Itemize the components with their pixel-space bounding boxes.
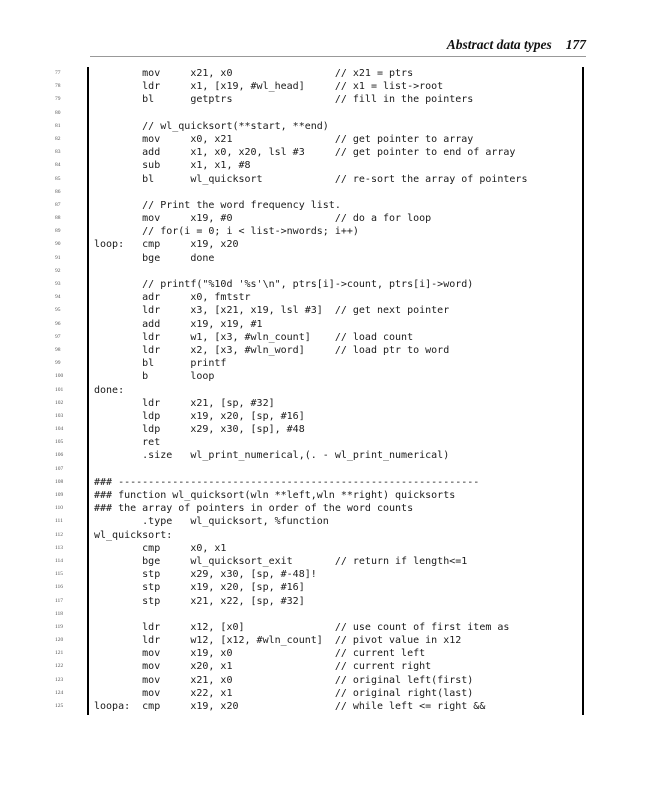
code-line [0,357,649,370]
line-number: 123 [55,676,64,683]
code-line [0,370,649,383]
code-text: // printf("%10d '%s'\n", ptrs[i]->count, ptrs[i]->word) [94,279,474,290]
code-line [0,173,649,186]
code-line [0,291,649,304]
line-number: 110 [55,505,64,512]
line-number: 87 [55,201,61,208]
line-number: 119 [55,623,64,630]
line-number: 106 [55,452,64,459]
code-line [0,212,649,225]
line-number: 79 [55,96,61,103]
line-number: 81 [55,122,61,129]
line-number: 112 [55,531,64,538]
line-number: 85 [55,175,61,182]
line-number: 78 [55,83,61,90]
code-text: ldr x21, [sp, #32] [94,397,275,409]
code-line [0,410,649,423]
code-line [0,318,649,331]
line-number: 125 [55,703,64,709]
line-number: 84 [55,162,61,169]
code-text: bl getptrs // fill in the pointers [94,94,474,106]
code-line [0,344,649,357]
line-number: 114 [55,557,64,564]
code-line [0,660,649,673]
code-line [0,238,649,251]
line-number: 111 [55,518,63,525]
line-number: 93 [55,281,61,287]
line-number: 105 [55,439,64,446]
code-text: ldp x19, x20, [sp, #16] [94,410,305,422]
running-head [90,37,586,55]
code-line [0,107,649,120]
code-line [0,634,649,647]
code-line [0,476,649,489]
line-number: 101 [55,386,64,393]
code-line [0,489,649,502]
line-number: 107 [55,465,64,472]
code-line [0,80,649,93]
code-line [0,555,649,568]
line-number: 77 [55,70,61,76]
code-line [0,608,649,621]
line-number: 124 [55,689,64,696]
code-line [0,423,649,436]
code-text: ldr x3, [x21, x19, lsl #3] // get next pointer [94,305,450,317]
code-text: wl_quicksort: [94,529,173,541]
code-line [0,687,649,700]
code-line [0,133,649,146]
code-text: stp x19, x20, [sp, #16] [94,582,305,594]
line-number: 97 [55,333,61,340]
line-number: 103 [55,412,64,419]
code-text: ### the array of pointers in order of the word counts [94,503,414,515]
code-line [0,331,649,344]
code-text: add x19, x19, #1 [94,318,263,330]
code-text: ldr x1, [x19, #wl_head] // x1 = list->root [94,81,444,93]
code-text: // for(i = 0; i < list->nwords; i++) [94,226,359,238]
line-number: 116 [55,584,64,591]
code-text: sub x1, x1, #8 [94,160,251,172]
line-number: 118 [55,610,64,617]
code-line [0,384,649,397]
line-number: 121 [55,650,64,657]
line-number: 108 [55,478,64,485]
code-text: loop: cmp x19, x20 [94,239,239,251]
line-number: 80 [55,109,61,116]
line-number: 98 [55,346,61,353]
line-number: 113 [55,544,64,551]
line-number: 115 [55,571,64,578]
code-line [0,67,649,80]
code-text: mov x22, x1 // original right(last) [94,687,474,699]
code-text: bge wl_quicksort_exit // return if length<=1 [94,555,468,567]
code-line [0,265,649,278]
line-number: 117 [55,597,64,604]
line-number: 86 [55,188,61,195]
code-text: ### ------------------------------------------------------------ [94,476,480,488]
code-text: mov x20, x1 // current right [94,661,432,673]
code-text: mov x21, x0 // original left(first) [94,674,474,686]
code-line [0,700,649,713]
code-line [0,397,649,410]
code-text: ldr x2, [x3, #wln_word] // load ptr to word [94,344,450,356]
line-number: 89 [55,228,61,235]
line-number: 96 [55,320,61,327]
code-line [0,120,649,133]
code-text: stp x21, x22, [sp, #32] [94,595,305,607]
code-line [0,225,649,238]
code-text: bge done [94,252,215,264]
line-number: 83 [55,149,61,156]
code-line [0,621,649,634]
line-number: 90 [55,241,61,248]
code-line [0,93,649,106]
code-line [0,146,649,159]
page-number: 177 [565,37,586,52]
code-line [0,463,649,476]
code-text: // wl_quicksort(**start, **end) [94,120,329,132]
code-line [0,647,649,660]
code-line [0,252,649,265]
line-number: 102 [55,399,64,406]
code-text: done: [94,384,125,396]
code-line [0,199,649,212]
code-text: mov x19, #0 // do a for loop [94,213,432,225]
code-line [0,278,649,291]
code-text: ldr w12, [x12, #wln_count] // pivot value in x12 [94,635,462,647]
code-line [0,159,649,172]
line-number: 109 [55,492,64,498]
code-text: stp x29, x30, [sp, #-48]! [94,569,317,581]
code-line [0,502,649,515]
code-text: b loop [94,371,215,383]
code-text: // Print the word frequency list. [94,199,341,211]
code-text: mov x0, x21 // get pointer to array [94,133,474,145]
line-number: 94 [55,294,61,301]
line-number: 88 [55,215,61,222]
code-line [0,449,649,462]
line-number: 122 [55,663,64,670]
code-line [0,674,649,687]
line-number: 99 [55,360,61,367]
code-text: add x1, x0, x20, lsl #3 // get pointer to end of array [94,147,516,159]
line-number: 120 [55,637,64,644]
code-line [0,304,649,317]
code-text: .size wl_print_numerical,(. - wl_print_numerical) [94,450,450,462]
code-text: ldr x12, [x0] // use count of first item as [94,621,510,633]
line-number: 104 [55,426,64,433]
line-number: 82 [55,135,61,142]
code-text: adr x0, fmtstr [94,292,251,304]
code-text: mov x21, x0 // x21 = ptrs [94,68,414,79]
code-line [0,515,649,528]
code-line [0,581,649,594]
code-text: loopa: cmp x19, x20 // while left <= right && [94,701,486,712]
section-title: Abstract data types [446,37,552,52]
code-text: ### function wl_quicksort(wln **left,wln **right) quicksorts [94,490,456,501]
code-text: .type wl_quicksort, %function [94,516,329,528]
code-text: ldp x29, x30, [sp], #48 [94,424,305,436]
code-text: mov x19, x0 // current left [94,648,426,660]
code-text: ldr w1, [x3, #wln_count] // load count [94,331,414,343]
code-text: cmp x0, x1 [94,542,227,554]
code-text: ret [94,437,161,449]
code-line [0,542,649,555]
code-line [0,436,649,449]
line-number: 100 [55,373,64,380]
code-listing [0,67,649,713]
code-line [0,529,649,542]
line-number: 95 [55,307,61,314]
line-number: 91 [55,254,61,261]
header-rule [90,56,586,57]
code-line [0,186,649,199]
code-text: bl printf [94,358,227,370]
line-number: 92 [55,267,61,274]
code-line [0,595,649,608]
code-text: bl wl_quicksort // re-sort the array of pointers [94,173,528,185]
code-line [0,568,649,581]
